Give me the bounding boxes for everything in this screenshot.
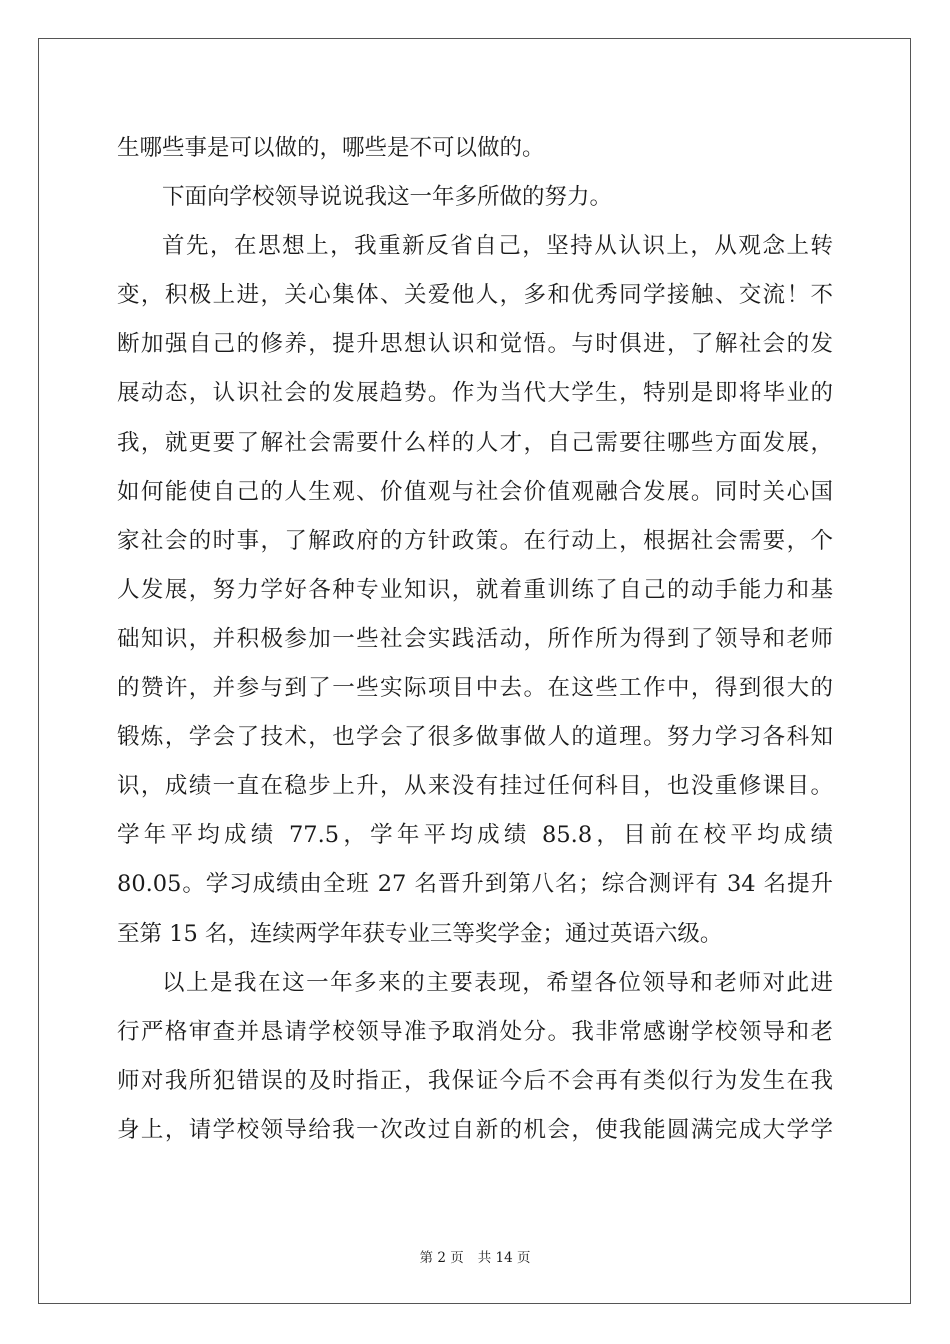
text-line: 人发展，努力学好各种专业知识，就着重训练了自己的动手能力和基 bbox=[117, 576, 833, 603]
text-line: 以上是我在这一年多来的主要表现，希望各位领导和老师对此进 bbox=[162, 969, 833, 996]
page-number: 第 2 页 bbox=[419, 1250, 464, 1266]
page-footer bbox=[0, 1246, 950, 1266]
text-line: 变，积极上进，关心集体、关爱他人，多和优秀同学接触、交流！不 bbox=[117, 282, 833, 309]
text-line: 家社会的时事，了解政府的方针政策。在行动上，根据社会需要，个 bbox=[117, 527, 833, 554]
text-line: 至第 15 名，连续两学年获专业三等奖学金；通过英语六级。 bbox=[117, 920, 723, 947]
text-line: 展动态，认识社会的发展趋势。作为当代大学生，特别是即将毕业的 bbox=[117, 380, 833, 407]
text-line: 身上，请学校领导给我一次改过自新的机会，使我能圆满完成大学学 bbox=[117, 1116, 833, 1143]
text-line: 学年平均成绩 77.5，学年平均成绩 85.8，目前在校平均成绩 bbox=[117, 822, 833, 849]
text-line: 锻炼，学会了技术，也学会了很多做事做人的道理。努力学习各科知 bbox=[117, 724, 833, 751]
text-line: 首先，在思想上，我重新反省自己，坚持从认识上，从观念上转 bbox=[162, 233, 833, 260]
text-line: 的赞许，并参与到了一些实际项目中去。在这些工作中，得到很大的 bbox=[117, 675, 833, 702]
text-line: 80.05。学习成绩由全班 27 名晋升到第八名；综合测评有 34 名提升 bbox=[117, 871, 833, 898]
document-body bbox=[117, 124, 833, 1155]
text-line: 下面向学校领导说说我这一年多所做的努力。 bbox=[162, 184, 613, 211]
text-line: 行严格审查并恳请学校领导准予取消处分。我非常感谢学校领导和老 bbox=[117, 1018, 833, 1045]
text-line: 础知识，并积极参加一些社会实践活动，所作所为得到了领导和老师 bbox=[117, 625, 833, 652]
page-total: 共 14 页 bbox=[477, 1250, 531, 1266]
text-line: 识，成绩一直在稳步上升，从来没有挂过任何科目，也没重修课目。 bbox=[117, 773, 833, 800]
text-line: 师对我所犯错误的及时指正，我保证今后不会再有类似行为发生在我 bbox=[117, 1067, 833, 1094]
text-line: 断加强自己的修养，提升思想认识和觉悟。与时俱进，了解社会的发 bbox=[117, 331, 833, 358]
text-line: 如何能使自己的人生观、价值观与社会价值观融合发展。同时关心国 bbox=[117, 478, 833, 505]
text-line: 生哪些事是可以做的，哪些是不可以做的。 bbox=[117, 135, 545, 161]
text-line: 我，就更要了解社会需要什么样的人才，自己需要往哪些方面发展， bbox=[117, 429, 833, 456]
